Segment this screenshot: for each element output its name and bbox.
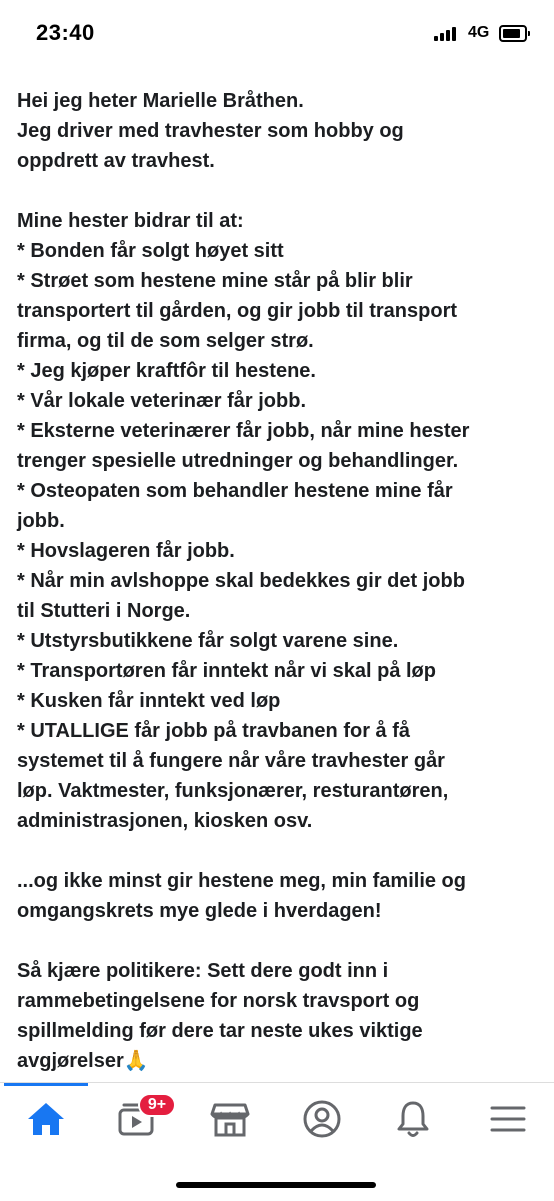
post-line: trenger spesielle utredninger og behandlinger. bbox=[17, 450, 459, 472]
post-line: ...og ikke minst gir hestene meg, min familie og bbox=[17, 870, 466, 892]
post-line: løp. Vaktmester, funksjonærer, resturantøren, bbox=[17, 780, 449, 802]
home-indicator[interactable] bbox=[176, 1182, 376, 1188]
post-line: * Bonden får solgt høyet sitt bbox=[17, 240, 284, 262]
post-line: administrasjonen, kiosken osv. bbox=[17, 810, 313, 832]
post-line: firma, og til de som selger strø. bbox=[17, 330, 314, 352]
post-line: * Når min avlshoppe skal bedekkes gir det jobb bbox=[17, 570, 465, 592]
post-line: Så kjære politikere: Sett dere godt inn i bbox=[17, 960, 389, 982]
post-line: oppdrett av travhest. bbox=[17, 150, 215, 172]
post-line: spillmelding før dere tar neste ukes viktige bbox=[17, 1020, 423, 1042]
profile-icon bbox=[300, 1097, 344, 1141]
post-line: * Kusken får inntekt ved løp bbox=[17, 690, 281, 712]
tab-menu[interactable] bbox=[486, 1097, 530, 1141]
post-spacer bbox=[17, 836, 542, 866]
post-line: * Transportøren får inntekt når vi skal på løp bbox=[17, 660, 436, 682]
network-label: 4G bbox=[468, 24, 490, 41]
menu-icon bbox=[486, 1097, 530, 1141]
post-spacer bbox=[17, 176, 542, 206]
post-line: * Utstyrsbutikkene får solgt varene sine. bbox=[17, 630, 399, 652]
marketplace-icon bbox=[208, 1097, 252, 1141]
tab-notifications[interactable] bbox=[391, 1097, 435, 1141]
post-line: til Stutteri i Norge. bbox=[17, 600, 191, 622]
notification-badge: 9+ bbox=[138, 1093, 176, 1117]
signal-icon bbox=[434, 27, 464, 41]
post-line: omgangskrets mye glede i hverdagen! bbox=[17, 900, 382, 922]
post-line: * UTALLIGE får jobb på travbanen for å få bbox=[17, 720, 411, 742]
post-line: transportert til gården, og gir jobb til transport bbox=[17, 300, 458, 322]
post-line: Mine hester bidrar til at: bbox=[17, 210, 244, 232]
post-text bbox=[17, 86, 542, 1076]
tab-home[interactable] bbox=[24, 1097, 68, 1141]
home-icon bbox=[24, 1097, 68, 1141]
status-time: 23:40 bbox=[36, 20, 95, 45]
post-line: * Vår lokale veterinær får jobb. bbox=[17, 390, 306, 412]
tab-marketplace[interactable] bbox=[208, 1097, 252, 1141]
post-line: Hei jeg heter Marielle Bråthen. bbox=[17, 90, 304, 112]
post-line: avgjørelser🙏 bbox=[17, 1050, 149, 1072]
battery-icon bbox=[499, 25, 527, 42]
post-line: rammebetingelsene for norsk travsport og bbox=[17, 990, 420, 1012]
post-line: * Jeg kjøper kraftfôr til hestene. bbox=[17, 360, 316, 382]
post-line: systemet til å fungere når våre travhester går bbox=[17, 750, 445, 772]
post-line: Jeg driver med travhester som hobby og bbox=[17, 120, 404, 142]
tab-profile[interactable] bbox=[300, 1097, 344, 1141]
post-line: jobb. bbox=[17, 510, 65, 532]
post-line: * Eksterne veterinærer får jobb, når mine hester bbox=[17, 420, 470, 442]
post-spacer bbox=[17, 926, 542, 956]
post-line: * Hovslageren får jobb. bbox=[17, 540, 235, 562]
post-line: * Strøet som hestene mine står på blir blir bbox=[17, 270, 413, 292]
bell-icon bbox=[391, 1097, 435, 1141]
post-line: * Osteopaten som behandler hestene mine får bbox=[17, 480, 453, 502]
status-bar bbox=[0, 0, 554, 70]
active-tab-indicator bbox=[4, 1083, 88, 1086]
